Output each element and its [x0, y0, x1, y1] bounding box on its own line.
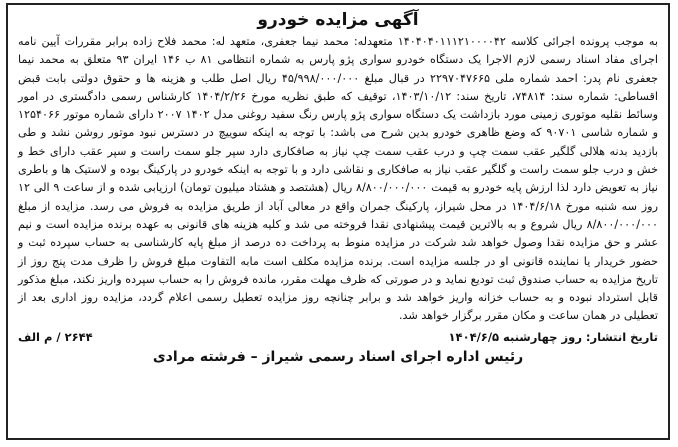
reference-number: ۲۶۴۴ / م الف — [18, 329, 93, 344]
notice-footer — [18, 328, 658, 346]
publish-date: تاریخ انتشار: روز چهارشنبه ۱۴۰۴/۶/۵ — [448, 329, 658, 344]
notice-title: آگهی مزایده خودرو — [257, 10, 419, 30]
auction-notice — [6, 3, 670, 440]
signature-line: رئیس اداره اجرای اسناد رسمی شیراز – فرشته مرادی — [152, 348, 524, 365]
notice-body: به موجب پرونده اجرائی کلاسه ۱۴۰۴۰۴۰۱۱۱۲۱۰۰۰۰۴۲ متعهدله: محمد نیما جعفری، متعهد له: محمد فلاح زاده برابر مقررات آیین نامه اجرای مفاد اسناد رسمی لازم الاجرا یک دستگاه خودرو سواری پژو پارس به شماره انتظامی ۸۱ ب ۱۴۶ ایران ۹۳ متعلق به محمد نیما جعفری نام پدر: احمد شماره ملی ۲۲۹۷۰۴۷۶۶۵ در قبال مبلغ ۴۵/۹۹۸/۰۰۰/۰۰۰ ریال اصل طلب و هزینه ها و حقوق دولتی بابت قبض اقساطی: شماره سند: ۷۴۸۱۴، تاریخ سند: ۱۴۰۳/۱۰/۱۲، توقیف که طبق نظریه مورخ ۱۴۰۴/۲/۲۶ کارشناس رسمی دادگستری در امور وسائط نقلیه موتوری زمینی مورد بازداشت یک دستگاه سواری پژو پارس رنگ سفید روغنی مدل ۱۴۰۲ ۲۰۰۷ دارای شماره موتور ۱۲۵۴۰۶۶ و شماره شاسی ۹۰۷۰۱ که وضع ظاهری خودرو بدین شرح می باشد: با توجه به اینکه سوییچ در دسترس نبود موتور روشن نشد و طی بازدید بدنه هلالی گلگیر عقب سمت چپ و درب عقب سمت چپ نیاز به صافکاری دارد سپر جلو سمت راست و سپر عقب دارای خط و خش و درب جلو سمت راست و گلگیر عقب نیاز به صافکاری و نقاشی دارد و با توجه به اینکه خودرو در پارکینگ بوده و لاستیک ها و باطری نیاز به تعویض دارد لذا ارزش پایه خودرو به قیمت ۸/۸۰۰/۰۰۰/۰۰۰ ریال (هشتصد و هشتاد میلیون تومان) ارزیابی شده و از ساعت ۹ الی ۱۲ روز سه شنبه مورخ ۱۴۰۴/۶/۱۸ در محل شیراز، پارکینگ جمران واقع در معالی آباد از طریق مزایده به فروش می رسد. مزایده از مبلغ ۸/۸۰۰/۰۰۰/۰۰۰ ریال شروع و به بالاترین قیمت پیشنهادی نقدا فروخته می شد و کلیه هزینه های قانونی به عهده برنده مزایده است و نیم عشر و حق مزایده نقدا وصول خواهد شد شرکت در مزایده منوط به پرداخت ده درصد از مبلغ پایه کارشناسی به حساب سپرده ثبت و حضور خریدار یا نماینده قانونی او در جلسه مزایده است. برنده مزایده مکلف است مابه التفاوت مبلغ فروش را ظرف مدت پنج روز از تاریخ مزایده به حساب صندوق ثبت تودیع نماید و در صورتی که ظرف مهلت مقرر، مانده فروش را به حساب سپرده واریز نکند، مبلغ مذکور قابل استرداد نبوده و به حساب خزانه واریز خواهد شد و برابر چنانچه روز مزایده تعطیل رسمی اعلام گردد، مزایده روز اداری بعد از تعطیلی در همان ساعت و مکان مقرر برگزار خواهد شد. — [18, 35, 658, 323]
